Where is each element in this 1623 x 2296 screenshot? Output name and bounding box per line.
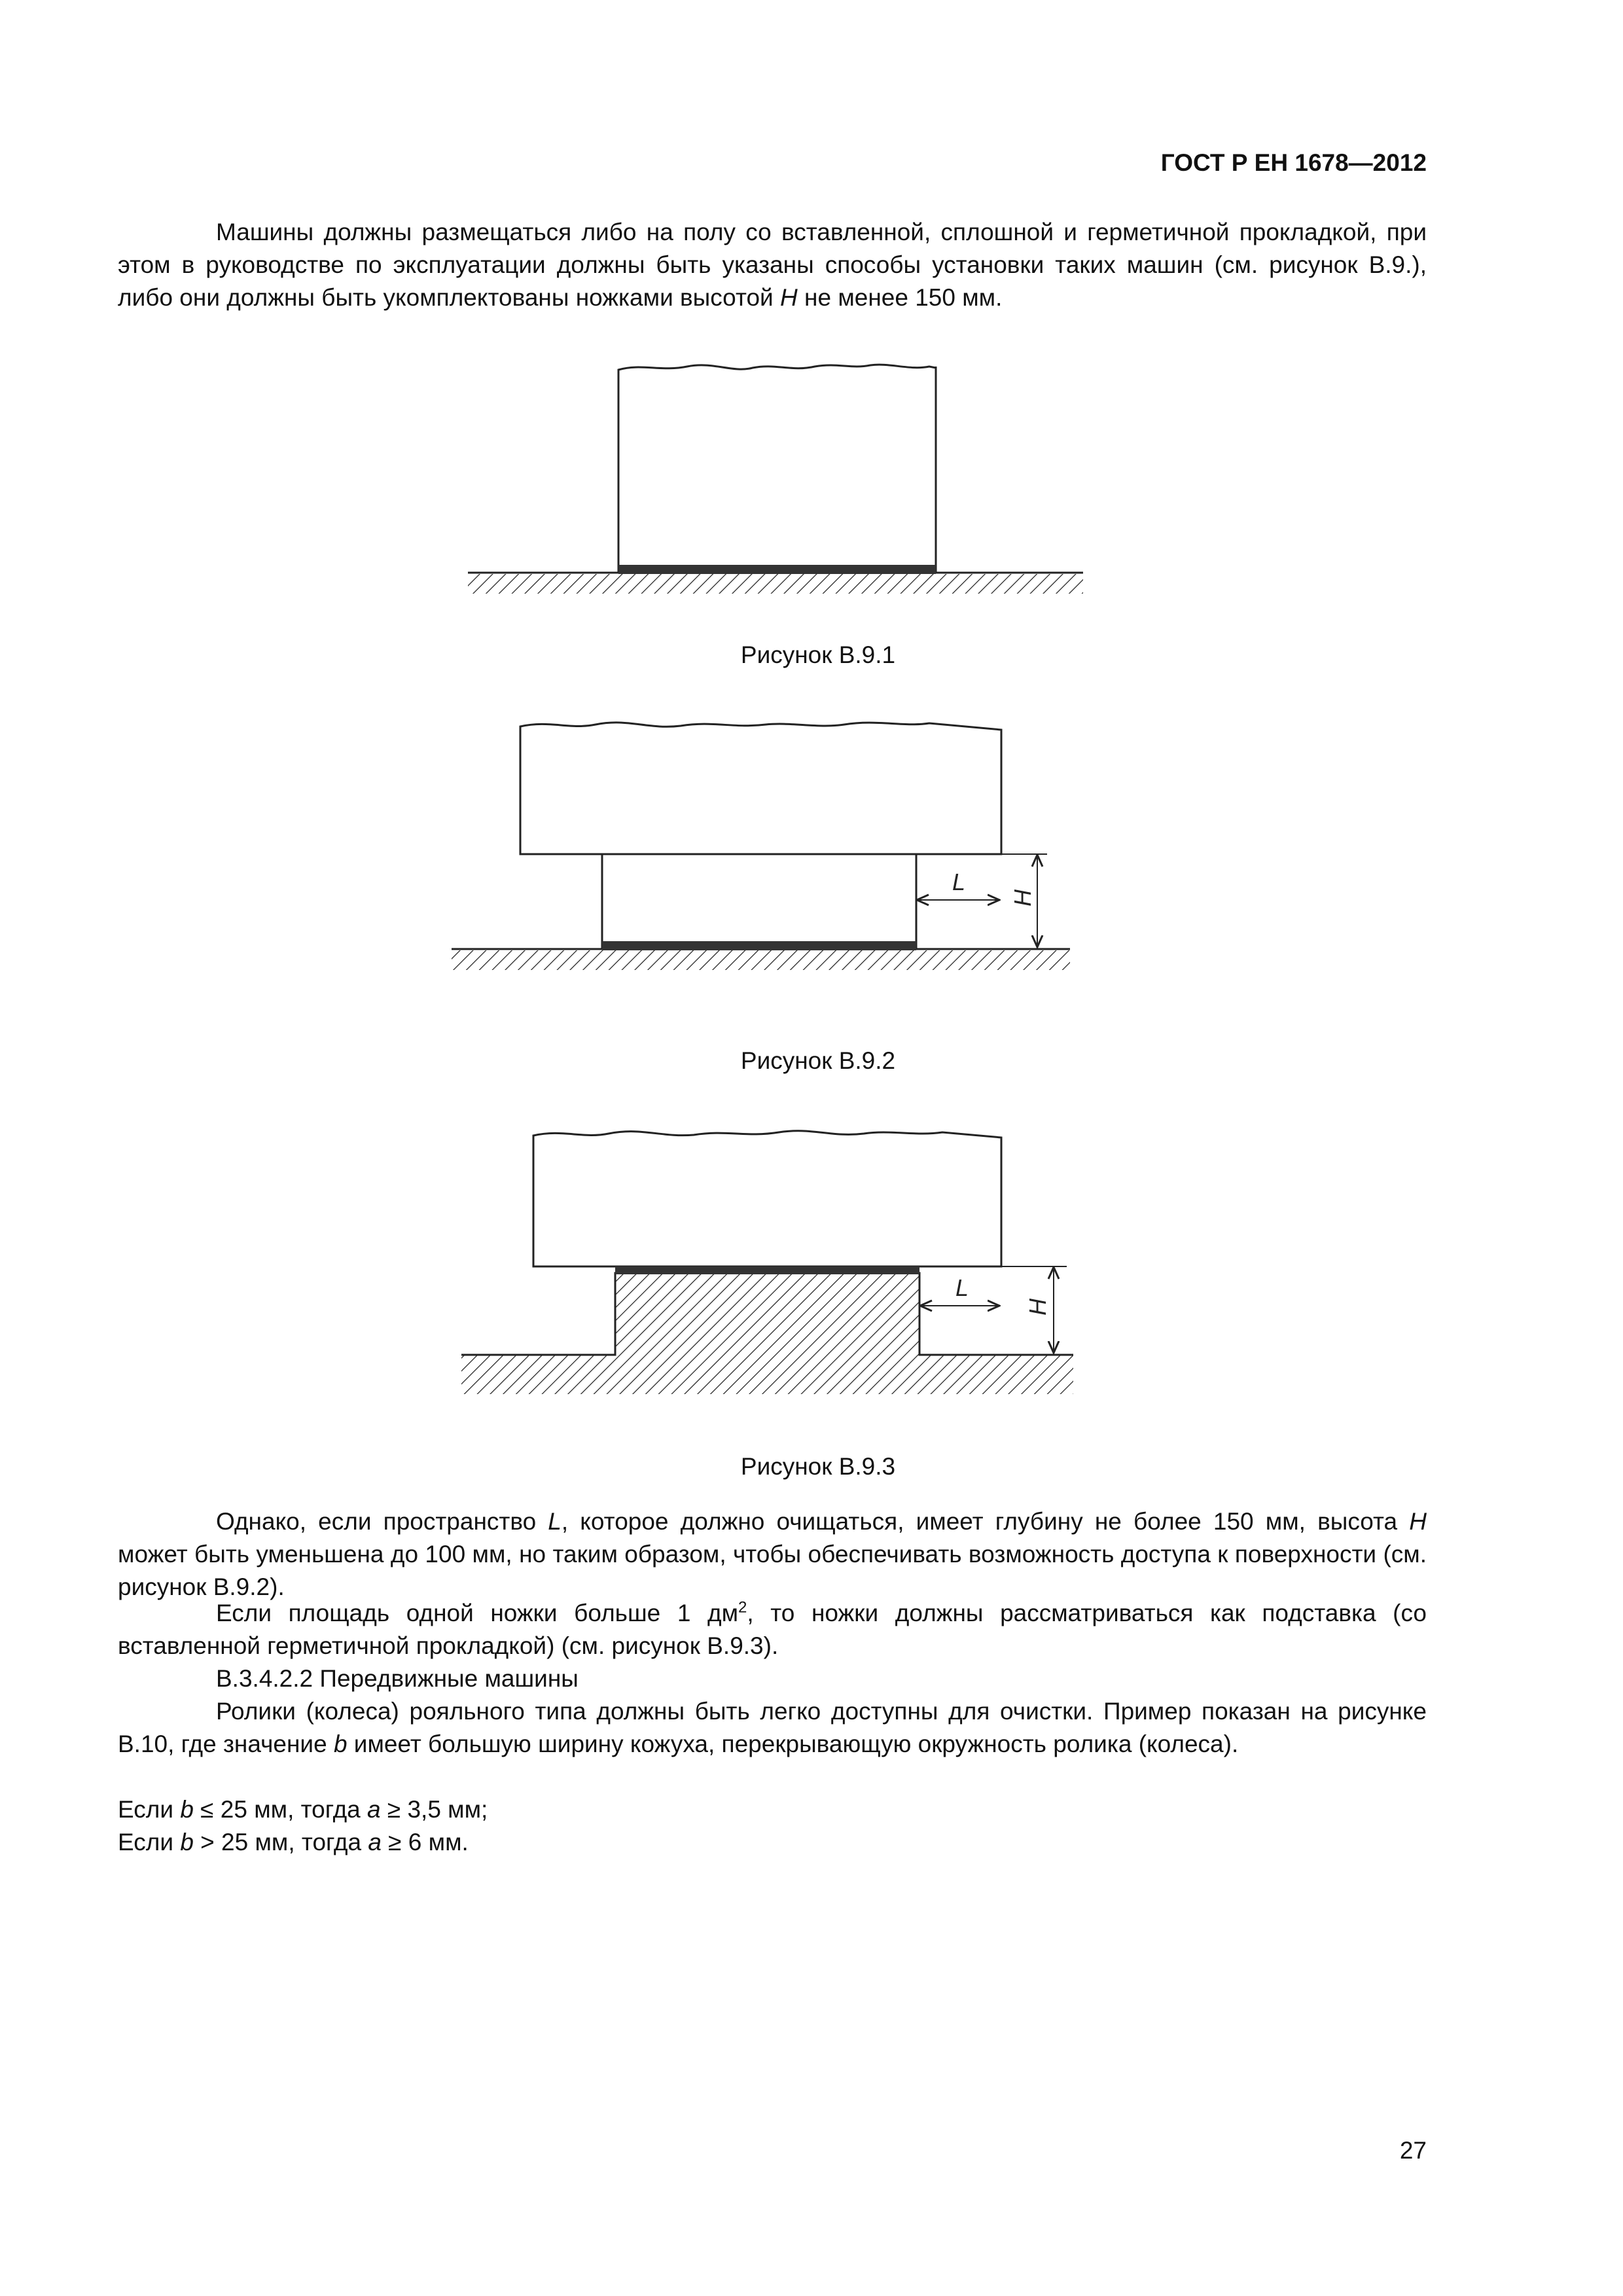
paragraph-2: Однако, если пространство L, которое должно очищаться, имеет глубину не более 150 мм, высота H может быть уменьшена до 100 мм, но таким образом, чтобы обеспечивать возможность доступа к поверхности (см. рисунок В.9.2). <box>118 1508 1427 1600</box>
fig2-label-H: H <box>1009 889 1036 906</box>
paragraph-1: Машины должны размещаться либо на полу со вставленной, сплошной и герметичной прокладкой, при этом в руководстве по эксплуатации должны быть указаны способы установки таких машин (см. рисунок В.9.), либо они должны быть укомплектованы ножками высотой H не менее 150 мм. <box>118 219 1427 311</box>
fig3-gasket <box>615 1266 919 1274</box>
fig1-floor-hatch <box>468 574 1083 594</box>
fig2-base-outline <box>602 854 916 949</box>
fig3-plinth-hatch <box>461 1273 1073 1394</box>
fig2-label-L: L <box>952 869 966 895</box>
fig1-machine-outline <box>618 365 936 573</box>
figure-b91 <box>0 353 1623 615</box>
fig3-machine-outline <box>533 1131 1001 1266</box>
document-header: ГОСТ Р ЕН 1678—2012 <box>1160 149 1427 176</box>
condition-2: Если b > 25 мм, тогда a ≥ 6 мм. <box>118 1829 469 1856</box>
section-heading: В.3.4.2.2 Передвижные машины <box>216 1665 579 1692</box>
figure-b91-caption: Рисунок В.9.1 <box>740 641 896 668</box>
fig3-label-H: H <box>1024 1299 1051 1316</box>
figure-b92 <box>0 710 1623 985</box>
fig3-label-L: L <box>955 1274 969 1301</box>
condition-1: Если b ≤ 25 мм, тогда a ≥ 3,5 мм; <box>118 1796 488 1823</box>
fig2-machine-outline <box>520 723 1001 854</box>
fig2-floor-hatch <box>452 950 1070 970</box>
figure-b93 <box>0 1119 1623 1407</box>
paragraph-3: Если площадь одной ножки больше 1 $дм^2$, то ножки должны рассматриваться как подставка (со вставленной герметичной прокладкой) (см. рисунок В.9.3). <box>118 1598 1427 1659</box>
fig1-gasket <box>618 565 936 574</box>
figure-b93-caption: Рисунок В.9.3 <box>740 1453 896 1480</box>
paragraph-4: Ролики (колеса) рояльного типа должны быть легко доступны для очистки. Пример показан на рисунке В.10, где значение b имеет большую ширину кожуха, перекрывающую окружность ролика (колеса). <box>118 1698 1427 1757</box>
page-number: 27 <box>1399 2137 1427 2164</box>
figure-b92-caption: Рисунок В.9.2 <box>740 1047 896 1074</box>
fig2-gasket <box>602 941 916 950</box>
